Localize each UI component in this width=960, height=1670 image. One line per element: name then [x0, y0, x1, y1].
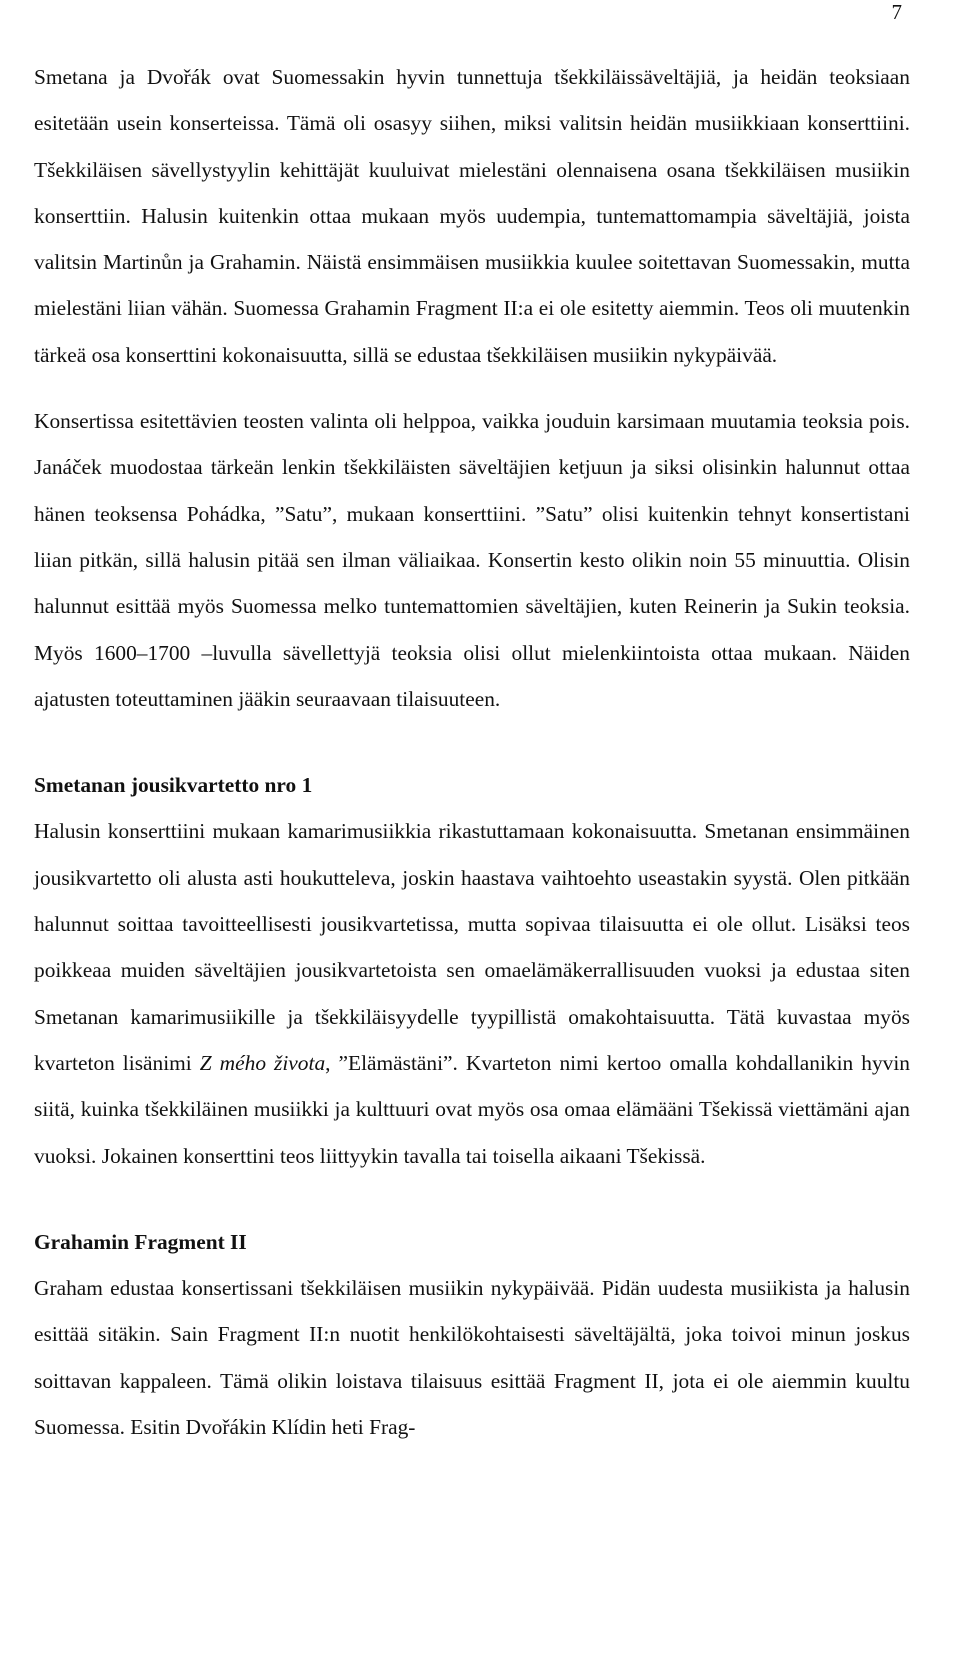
paragraph-text: , ”Elämästäni”. Kvarteton nimi kertoo omalla kohdallanikin hyvin siitä, kuinka tšekkiläinen musiikki ja kulttuuri ovat myös osa omaa elämääni Tšekissä viettämäni ajan vuoksi. Jokainen konserttini teos liittyykin tavalla tai toisella aikaani Tšekissä.: [34, 1050, 910, 1168]
paragraph: Konsertissa esitettävien teosten valinta oli helppoa, vaikka jouduin karsimaan muutamia teoksia pois. Janáček muodostaa tärkeän lenkin tšekkiläisten säveltäjien ketjuun ja siksi olisinkin halunnut ottaa hänen teoksensa Pohádka, ”Satu”, mukaan konserttiini. ”Satu” olisi kuitenkin tehnyt konsertistani liian pitkän, sillä halusin pitää sen ilman väliaikaa. Konsertin kesto olikin noin 55 minuuttia. Olisin halunnut esittää myös Suomessa melko tuntemattomien säveltäjien, kuten Reinerin ja Sukin teoksia. Myös 1600–1700 –luvulla sävellettyjä teoksia olisi ollut mielenkiintoista ottaa mukaan. Näiden ajatusten toteuttaminen jääkin seuraavaan tilaisuuteen.: [34, 409, 910, 711]
section-heading: Grahamin Fragment II: [34, 1229, 247, 1254]
italic-title: Z mého života: [199, 1050, 326, 1075]
paragraph: Smetana ja Dvořák ovat Suomessakin hyvin tunnettuja tšekkiläissäveltäjiä, ja heidän teoksiaan esitetään usein konserteissa. Tämä oli osasyy siihen, miksi valitsin heidän musiikkiaan konserttiini. Tšekkiläisen sävellystyylin kehittäjät kuuluivat mielestäni olennaisena osana tšekkiläisen musiikin konserttiin. Halusin kuitenkin ottaa mukaan myös uudempia, tuntemattomampia säveltäjiä, joista valitsin Martinůn ja Grahamin. Näistä ensimmäisen musiikkia kuulee soitettavan Suomessakin, mutta mielestäni liian vähän. Suomessa Grahamin Fragment II:a ei ole esitetty aiemmin. Teos oli muutenkin tärkeä osa konserttini kokonaisuutta, sillä se edustaa tšekkiläisen musiikin nykypäivää.: [34, 65, 910, 367]
paragraph: [34, 808, 910, 1178]
section-heading: Smetanan jousikvartetto nro 1: [34, 773, 313, 798]
document-body: [34, 54, 910, 1450]
paragraph-text: Halusin konserttiini mukaan kamarimusiikkia rikastuttamaan kokonaisuutta. Smetanan ensimmäinen jousikvartetto oli alusta asti houkutteleva, joskin haastava vaihtoehto useastakin syystä. Olen pitkään halunnut soittaa tavoitteellisesti jousikvartetissa, mutta sopivaa tilaisuutta ei ole ollut. Lisäksi teos poikkeaa muiden säveltäjien jousikvartetoista sen omaelämäkerrallisuuden vuoksi ja edustaa siten Smetanan kamarimusiikille ja tšekkiläisyydelle tyypillistä omakohtaisuutta. Tätä kuvastaa myös kvarteton lisänimi: [34, 819, 910, 1075]
page-number: 7: [891, 0, 902, 24]
paragraph: Graham edustaa konsertissani tšekkiläisen musiikin nykypäivää. Pidän uudesta musiikista ja halusin esittää sitäkin. Sain Fragment II:n nuotit henkilökohtaisesti säveltäjältä, joka toivoi minun joskus soittavan kappaleen. Tämä olikin loistava tilaisuus esittää Fragment II, jota ei ole aiemmin kuultu Suomessa. Esitin Dvořákin Klídin heti Frag-: [34, 1276, 910, 1440]
